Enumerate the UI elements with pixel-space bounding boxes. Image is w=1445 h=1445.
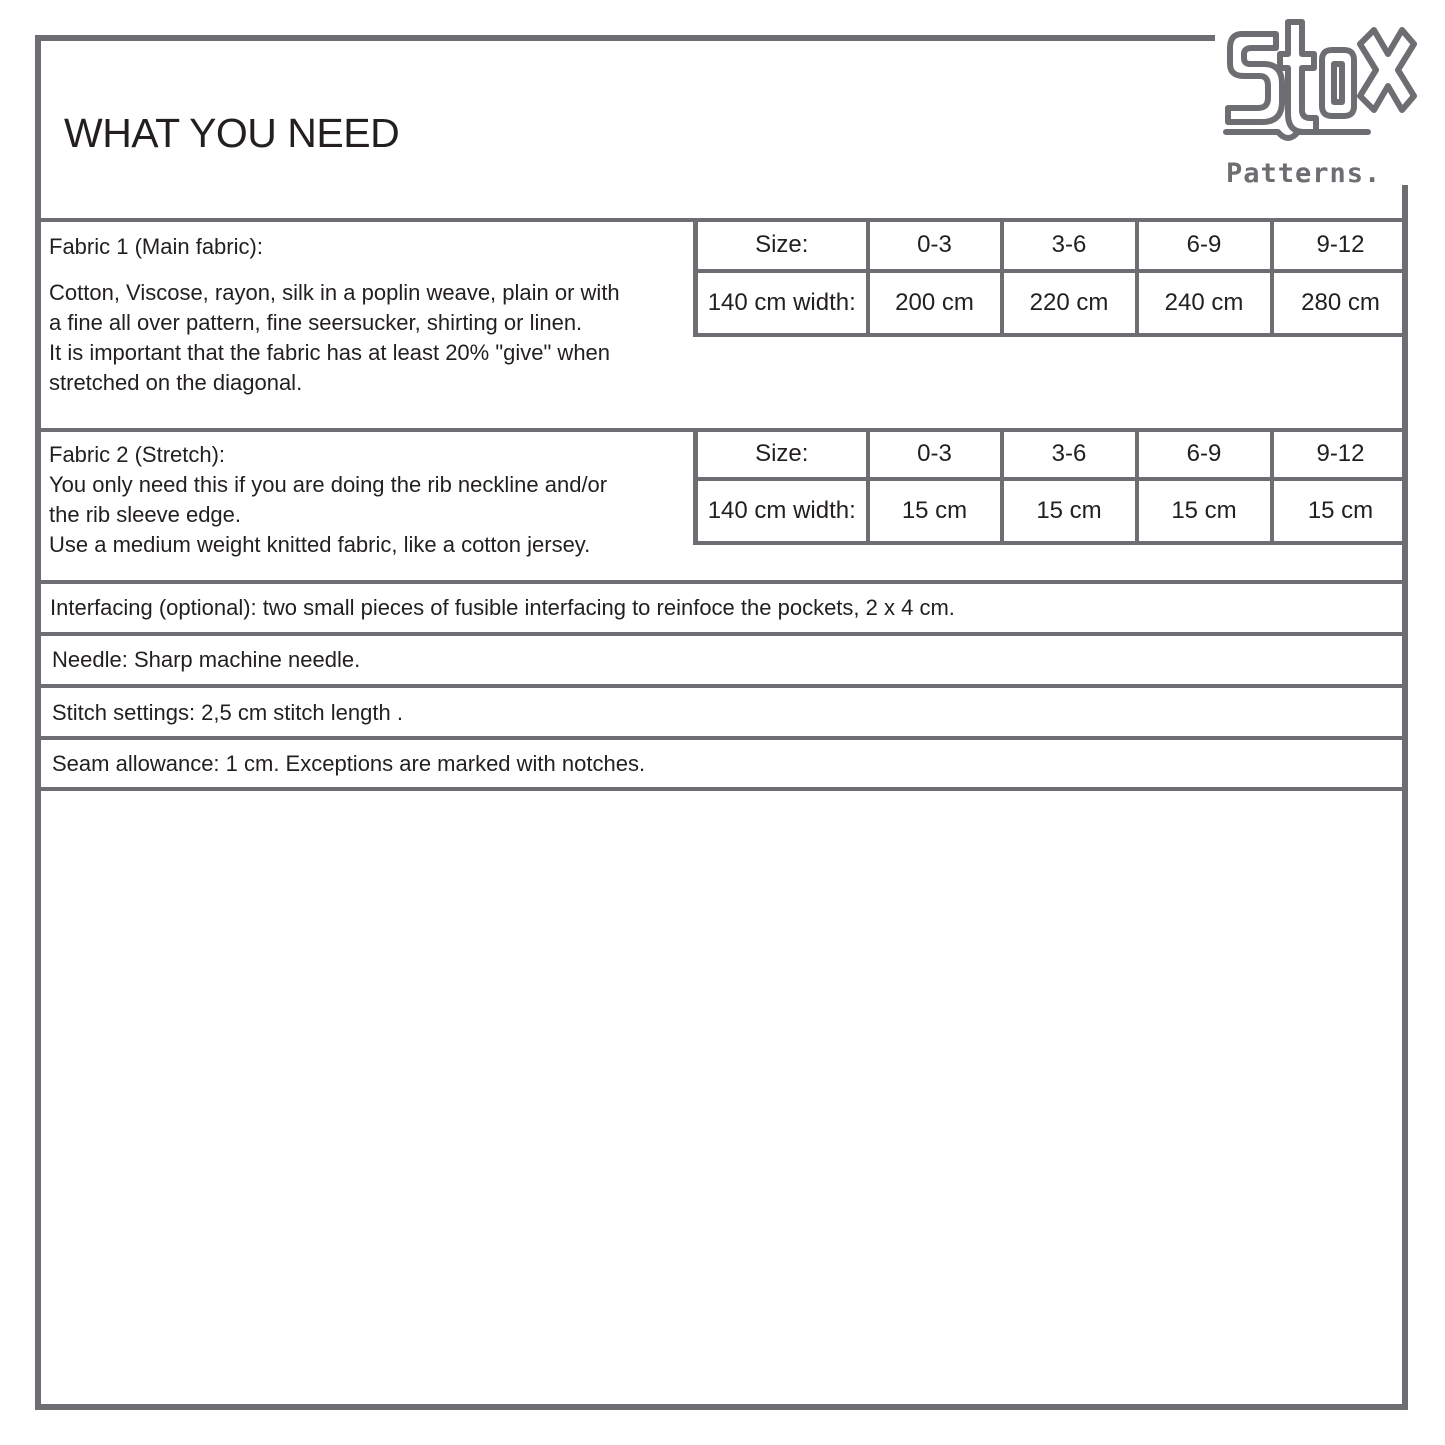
amount-cell: 200 cm bbox=[868, 271, 1002, 335]
fabric1-line: stretched on the diagonal. bbox=[49, 370, 303, 395]
frame-top-border bbox=[35, 35, 1215, 41]
amount-cell: 220 cm bbox=[1002, 271, 1137, 335]
interfacing-info: Interfacing (optional): two small pieces of fusible interfacing to reinfoce the pockets, 2 x 4 cm. bbox=[50, 595, 955, 620]
fabric2-heading: Fabric 2 (Stretch): bbox=[49, 442, 226, 467]
amount-row bbox=[696, 271, 1408, 335]
size-row bbox=[696, 431, 1408, 479]
fabric1-line: Cotton, Viscose, rayon, silk in a poplin weave, plain or with bbox=[49, 280, 620, 305]
brand-wordmark: Patterns. bbox=[1226, 158, 1382, 189]
section-divider bbox=[35, 736, 1408, 740]
frame-right-border bbox=[1402, 185, 1408, 1410]
stox-logo-icon bbox=[1218, 14, 1418, 159]
size-label: Size: bbox=[696, 221, 868, 271]
page-title: WHAT YOU NEED bbox=[64, 110, 400, 156]
fabric1-description bbox=[49, 232, 689, 398]
fabric2-line: You only need this if you are doing the rib neckline and/or bbox=[49, 472, 608, 497]
width-label: 140 cm width: bbox=[696, 271, 868, 335]
size-cell: 0-3 bbox=[868, 431, 1002, 479]
size-cell: 6-9 bbox=[1137, 221, 1272, 271]
section-divider bbox=[35, 580, 1408, 584]
section-divider bbox=[35, 787, 1408, 791]
frame-bottom-border bbox=[35, 1404, 1408, 1410]
seam-allowance-info: Seam allowance: 1 cm. Exceptions are marked with notches. bbox=[52, 751, 646, 776]
amount-cell: 15 cm bbox=[1002, 479, 1137, 543]
size-cell: 6-9 bbox=[1137, 431, 1272, 479]
section-divider bbox=[35, 684, 1408, 688]
size-label: Size: bbox=[696, 431, 868, 479]
stitch-settings-info: Stitch settings: 2,5 cm stitch length . bbox=[52, 700, 403, 725]
size-row bbox=[696, 221, 1408, 271]
needle-info: Needle: Sharp machine needle. bbox=[52, 647, 361, 672]
size-cell: 0-3 bbox=[868, 221, 1002, 271]
fabric1-size-table bbox=[693, 221, 1408, 337]
fabric1-heading: Fabric 1 (Main fabric): bbox=[49, 234, 263, 259]
section-divider bbox=[35, 632, 1408, 636]
size-cell: 9-12 bbox=[1272, 431, 1408, 479]
amount-cell: 15 cm bbox=[868, 479, 1002, 543]
size-cell: 9-12 bbox=[1272, 221, 1408, 271]
amount-row bbox=[696, 479, 1408, 543]
fabric2-line: Use a medium weight knitted fabric, like a cotton jersey. bbox=[49, 532, 591, 557]
frame-left-border bbox=[35, 35, 41, 1410]
amount-cell: 280 cm bbox=[1272, 271, 1408, 335]
size-cell: 3-6 bbox=[1002, 221, 1137, 271]
amount-cell: 15 cm bbox=[1137, 479, 1272, 543]
brand-logo bbox=[1218, 14, 1418, 189]
fabric1-line: It is important that the fabric has at least 20% "give" when bbox=[49, 340, 611, 365]
size-cell: 3-6 bbox=[1002, 431, 1137, 479]
fabric2-description bbox=[49, 440, 689, 560]
fabric2-line: the rib sleeve edge. bbox=[49, 502, 242, 527]
fabric2-size-table bbox=[693, 431, 1408, 545]
width-label: 140 cm width: bbox=[696, 479, 868, 543]
amount-cell: 240 cm bbox=[1137, 271, 1272, 335]
amount-cell: 15 cm bbox=[1272, 479, 1408, 543]
fabric1-line: a fine all over pattern, fine seersucker, shirting or linen. bbox=[49, 310, 583, 335]
